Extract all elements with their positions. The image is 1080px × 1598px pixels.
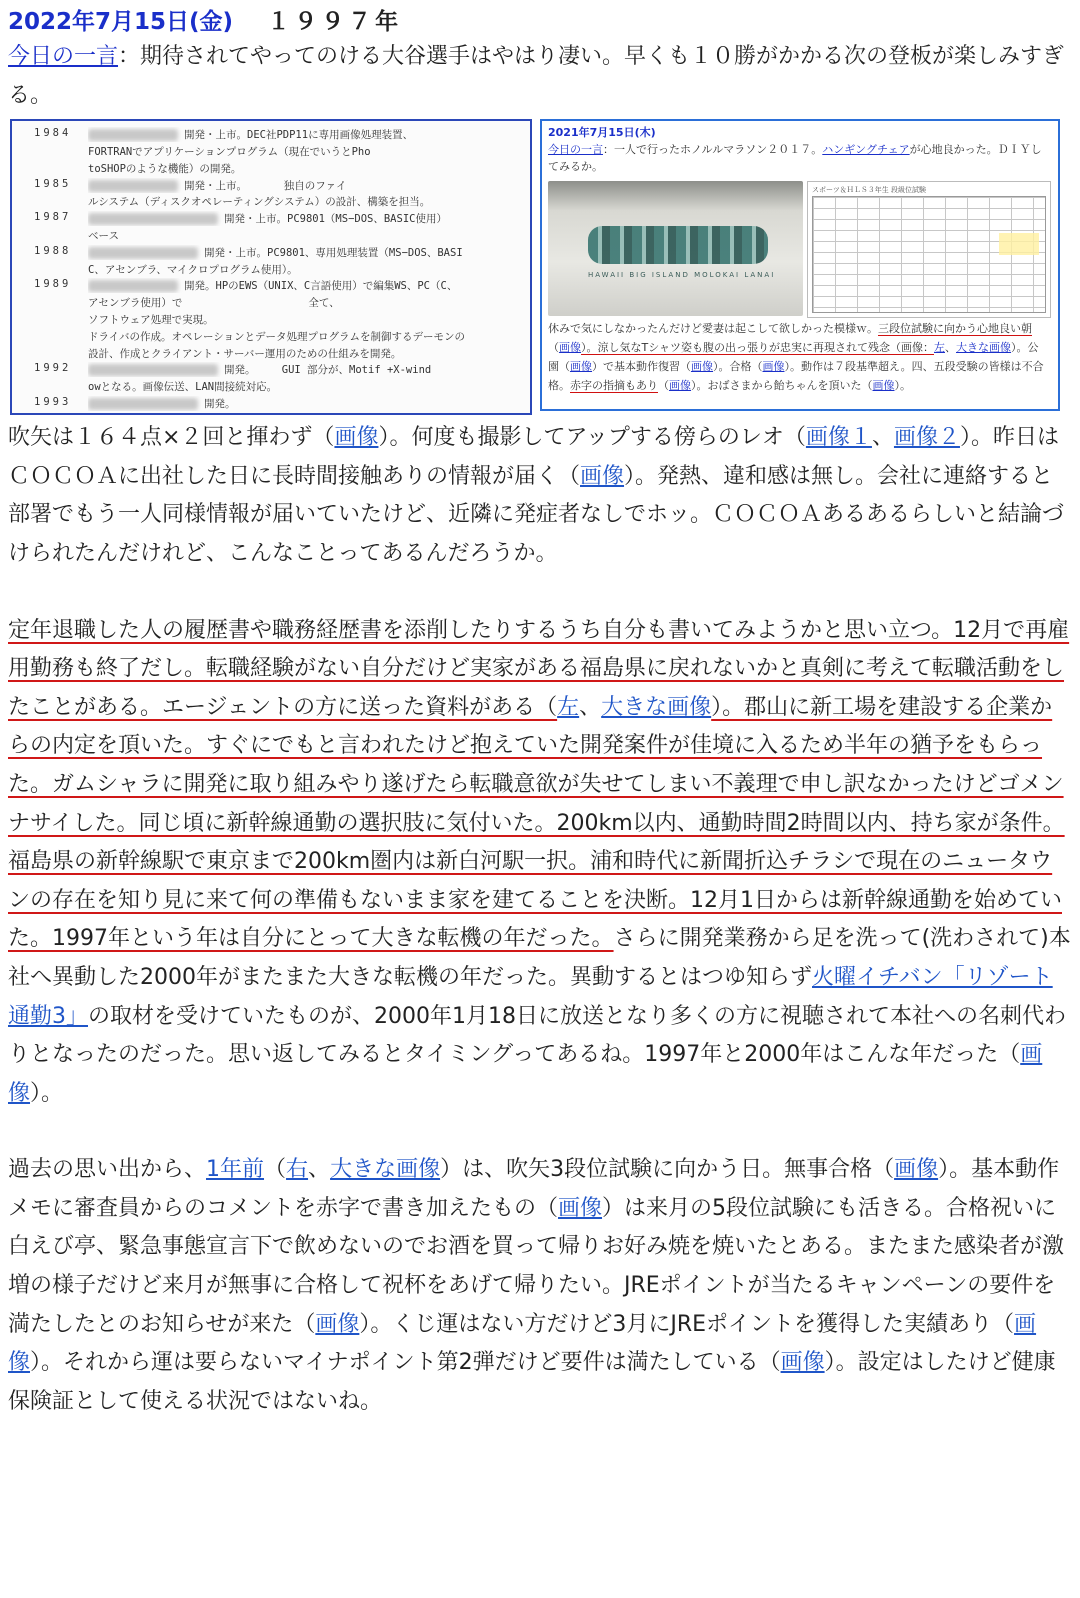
image-link[interactable]: 画像 [894,1157,939,1183]
image-link[interactable]: 画像 [580,463,625,489]
resume-text-content: toSHOPのような機能）の開発。 [88,162,242,175]
text-run: の取材を受けていたものが、2000年1月18日に放送となり多くの方に視聴されて本社への名刺代わりとなったのだった。思い返してみるとタイミングってあるね。1997年と2000年はこんな年だった（ [8,1003,1066,1068]
image-link[interactable]: 大きな画像 [601,694,712,720]
tshirt-pattern [588,226,768,264]
image-link[interactable]: 左 [934,341,945,355]
intro-line [8,38,1072,115]
resume-image[interactable] [10,119,532,415]
resume-text-content: C、アセンブラ、マイクロプログラム使用）。 [88,263,298,276]
paragraph-gap [8,1113,1072,1151]
blog-screenshot-image[interactable] [540,119,1060,411]
resume-text-content: 開発。 [204,397,236,410]
redacted-block [88,364,218,376]
text-run: ）。くじ運はない方だけど3月にJREポイントを獲得した実績あり（ [359,1311,1015,1337]
image-link[interactable]: 画像１ [805,425,872,451]
paragraph-gap [8,574,1072,612]
resume-text [88,379,522,394]
resume-text-content: アセンブラ使用）で 全て、 [88,297,340,310]
text-run: ）。発熱、違和感は無し。会社に連絡すると部署でもう一人同様情報が届いていたけど、近隣に発症者なしでホッ。ＣＯＣＯＡあるあるらしいと結論づけられたんだけれど、こんなことってあるんだろうか。 [8,463,1065,566]
resume-text [88,329,522,344]
resume-year: 1993 [34,395,72,408]
resume-text [88,178,522,193]
image-link[interactable]: 画像 [762,360,785,374]
image-link[interactable]: 画像 [780,1350,825,1376]
text-run: 休みで気にしなかったんだけど愛妻は起こして欲しかった模様ｗ。 [548,322,878,336]
resume-text-content: 開発・上市。PC9801、専用処理装置（MS−DOS、BASI [204,246,463,259]
text-run: ）は、吹矢3段位試験に向かう日。無事合格（ [440,1157,895,1183]
resume-text-content: owとなる。画像伝送、LAN間接続対応。 [88,381,278,394]
text-run: ）。合格（ [713,360,763,374]
resume-text [88,245,522,260]
redacted-block [88,247,198,259]
blog-image-intro-text: ：一人で行ったホノルルマラソン２０１７。 [603,143,823,157]
resume-text [88,346,522,361]
resume-text-content: 開発・上市。 独自のファイ [184,179,347,192]
text-run: ）。昨日はＣＯＣＯＡに出社した日に長時間接触ありの情報が届く（ [8,425,1059,489]
score-table-highlight [999,233,1039,255]
entry-date: 2022年7月15日(金) [8,9,234,35]
images-row [8,119,1072,419]
resume-text [88,312,522,327]
score-table-grid [812,196,1046,313]
blog-image-intro [548,141,1043,175]
blog-image-body [548,319,1048,395]
image-link[interactable]: 画像２ [893,425,960,451]
resume-text [88,211,522,226]
resume-text-content: ルシステム（ディスクオペレーティングシステム）の設計、構築を担当。 [88,196,431,209]
highlighted-text: ）。郡山に新工場を建設する企業からの内定を頂いた。すぐにでもと言われたけど抱えていた開発案件が佳境に入るため半年の猶予をもらった。ガムシャラに開発に取り組みやり遂げたら転職意欲が失せてしまい不義理で申し訳なかったけどゴメンナサイした。同じ頃に新幹線通勤の選択肢に気付いた。200km以内、通勤時間2時間以内、持ち家が条件。福島県の新幹線駅で東京まで200km圏内は新白河駅一択。浦和時代に新聞折込チラシで現在のニュータウンの存在を知り見に来て何の準備もないまま家を建てることを決断。12月1日からは新幹線通勤を始めていた。1997年という年は自分にとって大きな転機の年だった。 [8,694,1065,952]
redacted-block [88,180,178,192]
text-run: （ [264,1157,287,1183]
score-table-caption: スポーツ＆ＨＬＳ３年生 段級位試験 [812,186,926,195]
text-run: 、 [871,425,894,451]
resume-text [88,295,522,310]
image-link[interactable]: 画像 [315,1311,360,1337]
resume-year: 1989 [34,278,72,291]
intro-link[interactable]: 今日の一言 [8,44,119,69]
text-run: ）。動作は７段基準超え。四、五段受験の皆様は不合格。 [548,360,1044,393]
image-link[interactable]: 画像 [872,379,895,393]
text-run: 、 [308,1157,331,1183]
image-link[interactable]: 1年前 [206,1157,265,1183]
resume-text [88,362,522,377]
text-run: 、 [579,694,602,720]
resume-year: 1987 [34,211,72,224]
paragraph-1 [8,419,1072,573]
resume-text [88,161,522,176]
intro-text: ：期待されてやってのける大谷選手はやはり凄い。早くも１０勝がかかる次の登板が楽しみすぎる。 [8,44,1065,108]
text-run: 吹矢は１６４点×２回と揮わず（ [8,425,335,451]
image-link[interactable]: 画像 [669,379,691,393]
resume-text [88,262,522,277]
text-run: ）。公園（ [548,341,1039,374]
resume-text-content: 開発。 GUI 部分が、Motif +X-wind [224,364,432,377]
image-link[interactable]: 画像 [559,341,581,355]
blog-image-intro-link2: ハンギングチェア [822,143,910,157]
resume-text-content: ソフトウェア処理で実現。 [88,313,214,326]
resume-text-content: 開発・上市。PC9801（MS−DOS、BASIC使用） [224,213,447,226]
text-run: ）。 [30,1080,64,1106]
text-run: ）。それから運は要らないマイナポイント第2弾だけど要件は満たしている（ [30,1350,781,1376]
image-link[interactable]: 大きな画像 [956,341,1011,355]
image-link[interactable]: 画像 [558,1195,603,1221]
resume-text [88,396,522,411]
text-run: 三段位試験に向かう心地良い朝 [878,322,1032,336]
text-run: ）。 [894,379,911,393]
redacted-block [88,398,198,410]
resume-text-content: 設計、作成とクライアント・サーバー運用のための仕組みを開発。 [88,347,402,360]
resume-text-content: ベース [88,229,119,242]
text-run: ）。基本動作メモに審査員からのコメントを赤字で書き加えたもの（ [8,1157,1060,1221]
image-link[interactable]: 右 [286,1157,309,1183]
image-link[interactable]: 左 [557,694,580,720]
highlighted-text: 定年退職した人の履歴書や職務経歴書を添削したりするうち自分も書いてみようかと思い立つ。12月で再雇用勤務も終了だし。転職経験がない自分だけど実家がある福島県に戻れないかと真剣に考えて転職活動をしたことがある。エージェントの方に送った資料がある（ [8,617,1070,720]
resume-text [88,144,522,159]
blog-image-date: 2021年7月15日(木) [548,126,656,140]
redacted-block [88,280,178,292]
redacted-block [88,129,178,141]
tshirt-photo [548,181,803,316]
text-run: （ [548,341,559,355]
paragraph-2 [8,612,1072,1114]
text-run: ）は来月の5段位試験にも活きる。合格祝いに白えび亭、緊急事態宣言下で飲めないのでお酒を買って帰りお好み焼を焼いたとある。またまた感染者が激増の様子だけど来月が無事に合格して祝杯をあげて帰りたい。JREポイントが当たるキャンペーンの要件を満たしたとのお知らせが来た（ [8,1195,1065,1337]
resume-text-content: 開発。HPのEWS（UNIX、C言語使用）で編集WS、PC（C、 [184,280,458,293]
text-run: ）。おばさまから飴ちゃんを頂いた（ [691,379,873,393]
text-run: ）で基本動作復習（ [592,360,691,374]
paragraph-3 [8,1151,1072,1421]
text-run: 過去の思い出から、 [8,1157,207,1183]
resume-year: 1985 [34,177,72,190]
redacted-block [88,213,218,225]
resume-year: 1992 [34,362,72,375]
image-link[interactable]: 大きな画像 [330,1157,441,1183]
image-link[interactable]: 火曜イチバン「リゾート通勤3」 [8,964,1053,1029]
resume-text [88,278,522,293]
resume-text [88,228,522,243]
resume-text-content: FORTRANでアプリケーションプログラム（現在でいうとPho [88,145,371,158]
image-link[interactable]: 画像 [570,360,592,374]
image-link[interactable]: 画像 [8,1311,1037,1376]
text-run: ）。涼し気なTシャツ姿も腹の出っ張りが忠実に再現されて残念（画像： [581,341,934,355]
resume-text-content: ドライバの作成。オペレーションとデータ処理プログラムを制御するデーモンの [88,330,465,343]
image-link[interactable]: 画像 [691,360,713,374]
resume-year: 1984 [34,127,72,140]
resume-text [88,194,522,209]
score-table-image [807,181,1051,318]
text-run: ）。設定はしたけど健康保険証として使える状況ではないね。 [8,1350,1056,1414]
text-run: （ [658,379,669,393]
text-run: ）。何度も撮影してアップする傍らのレオ（ [378,425,806,451]
tshirt-text: HAWAII BIG ISLAND MOLOKAI LANAI [588,271,776,280]
resume-text-content: 開発・上市。DEC社PDP11に専用画像処理装置、 [184,129,414,142]
text-run: 、 [945,341,956,355]
resume-text [88,127,522,142]
blog-image-intro-text2: が心地良かった。ＤＩＹしてみるか。 [548,143,1042,174]
entry-year: １９９７年 [267,9,403,35]
text-run: 赤字の指摘もあり [570,379,658,393]
resume-year: 1988 [34,244,72,257]
image-link[interactable]: 画像 [334,425,379,451]
entry-header [8,6,1072,38]
blog-image-intro-link: 今日の一言 [548,143,603,157]
image-link[interactable]: 画像 [8,1042,1043,1106]
text-run: さらに開発業務から足を洗って(洗わされて)本社へ異動した2000年がまたまた大きな転機の年だった。異動するとはつゆ知らず [8,926,1071,990]
